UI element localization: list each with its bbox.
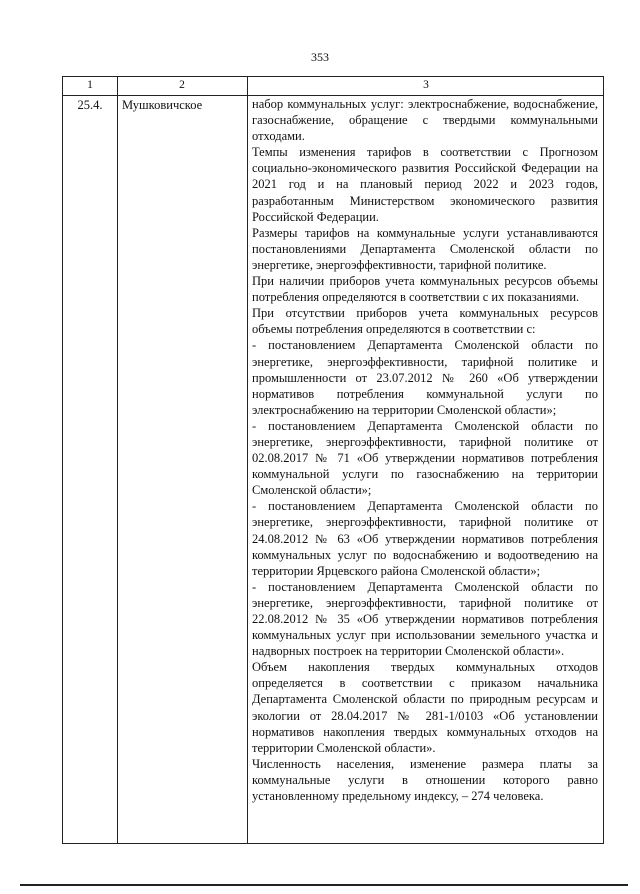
header-col-3: 3 — [423, 79, 429, 91]
paragraph-electricity-norms: - постановлением Департамента Смоленской области по энергетике, энергоэффективности, тарифной политике и промышленности от 23.07.2012 № 260 «Об утверждении нормативов потребления коммунальной услуги по электроснабжению на территории Смоленской области»; — [252, 338, 598, 417]
paragraph-land-norms: - постановлением Департамента Смоленской области по энергетике, энергоэффективности, тарифной политике от 22.08.2012 № 35 «Об утверждении нормативов потребления коммунальных услуг при использовании земельного участка и надворных построек на территории Смоленской области». — [252, 579, 598, 659]
paragraph-gas-norms: - постановлением Департамента Смоленской области по энергетике, энергоэффективности, тарифной политике от 02.08.2017 № 71 «Об утверждении нормативов потребления коммунальной услуги по газоснабжению на территории Смоленской области»; — [252, 418, 598, 498]
table-header-row — [63, 77, 603, 96]
paragraph-meters-present: При наличии приборов учета коммунальных ресурсов объемы потребления определяются в соответствии с их показаниями. — [252, 274, 598, 305]
paragraph-tariff-rates: Темпы изменения тарифов в соответствии с Прогнозом социально-экономического развития Российской Федерации на 2021 год и на плановый период 2022 и 2023 годов, разработанным Министерством экономического развития Российской Федерации. — [252, 145, 598, 224]
row-number: 25.4. — [77, 98, 103, 112]
paragraph-water-norms: - постановлением Департамента Смоленской области по энергетике, энергоэффективности, тарифной политике от 24.08.2012 № 63 «Об утверждении нормативов потребления коммунальных услуг по водоснабжению и водоотведению на территории Ярцевского района Смоленской области»; — [252, 499, 598, 578]
paragraph-tariff-sizes: Размеры тарифов на коммунальные услуги устанавливаются постановлениями Департамента Смоленской области по энергетике, энергоэффективности, тарифной политике. — [252, 225, 598, 272]
paragraph-services: набор коммунальных услуг: электроснабжение, водоснабжение, газоснабжение, обращение с твердыми коммунальными отходами. — [252, 97, 598, 144]
page-number: 353 — [311, 50, 329, 64]
column-divider-1 — [117, 77, 118, 843]
paragraph-meters-absent: При отсутствии приборов учета коммунальных ресурсов объемы потребления определяются в соответствии с: — [252, 306, 598, 337]
column-divider-2 — [247, 77, 248, 843]
paragraph-waste-volume: Объем накопления твердых коммунальных отходов определяется в соответствии с приказом начальника Департамента Смоленской области по природным ресурсам и экологии от 28.04.2017 № 281-1/0103 «Об установлении нормативов накопления твердых коммунальных отходов на территории Смоленской области». — [252, 660, 598, 755]
bottom-rule — [20, 884, 628, 886]
header-col-1: 1 — [87, 79, 93, 91]
tariff-description — [252, 96, 598, 804]
tariff-table — [62, 76, 604, 844]
paragraph-population: Численность населения, изменение размера платы за коммунальные услуги в отношении которого равно установленному предельному индексу, – 274 человека. — [252, 756, 598, 804]
settlement-name: Мушковичское — [122, 98, 203, 112]
header-col-2: 2 — [179, 79, 185, 91]
